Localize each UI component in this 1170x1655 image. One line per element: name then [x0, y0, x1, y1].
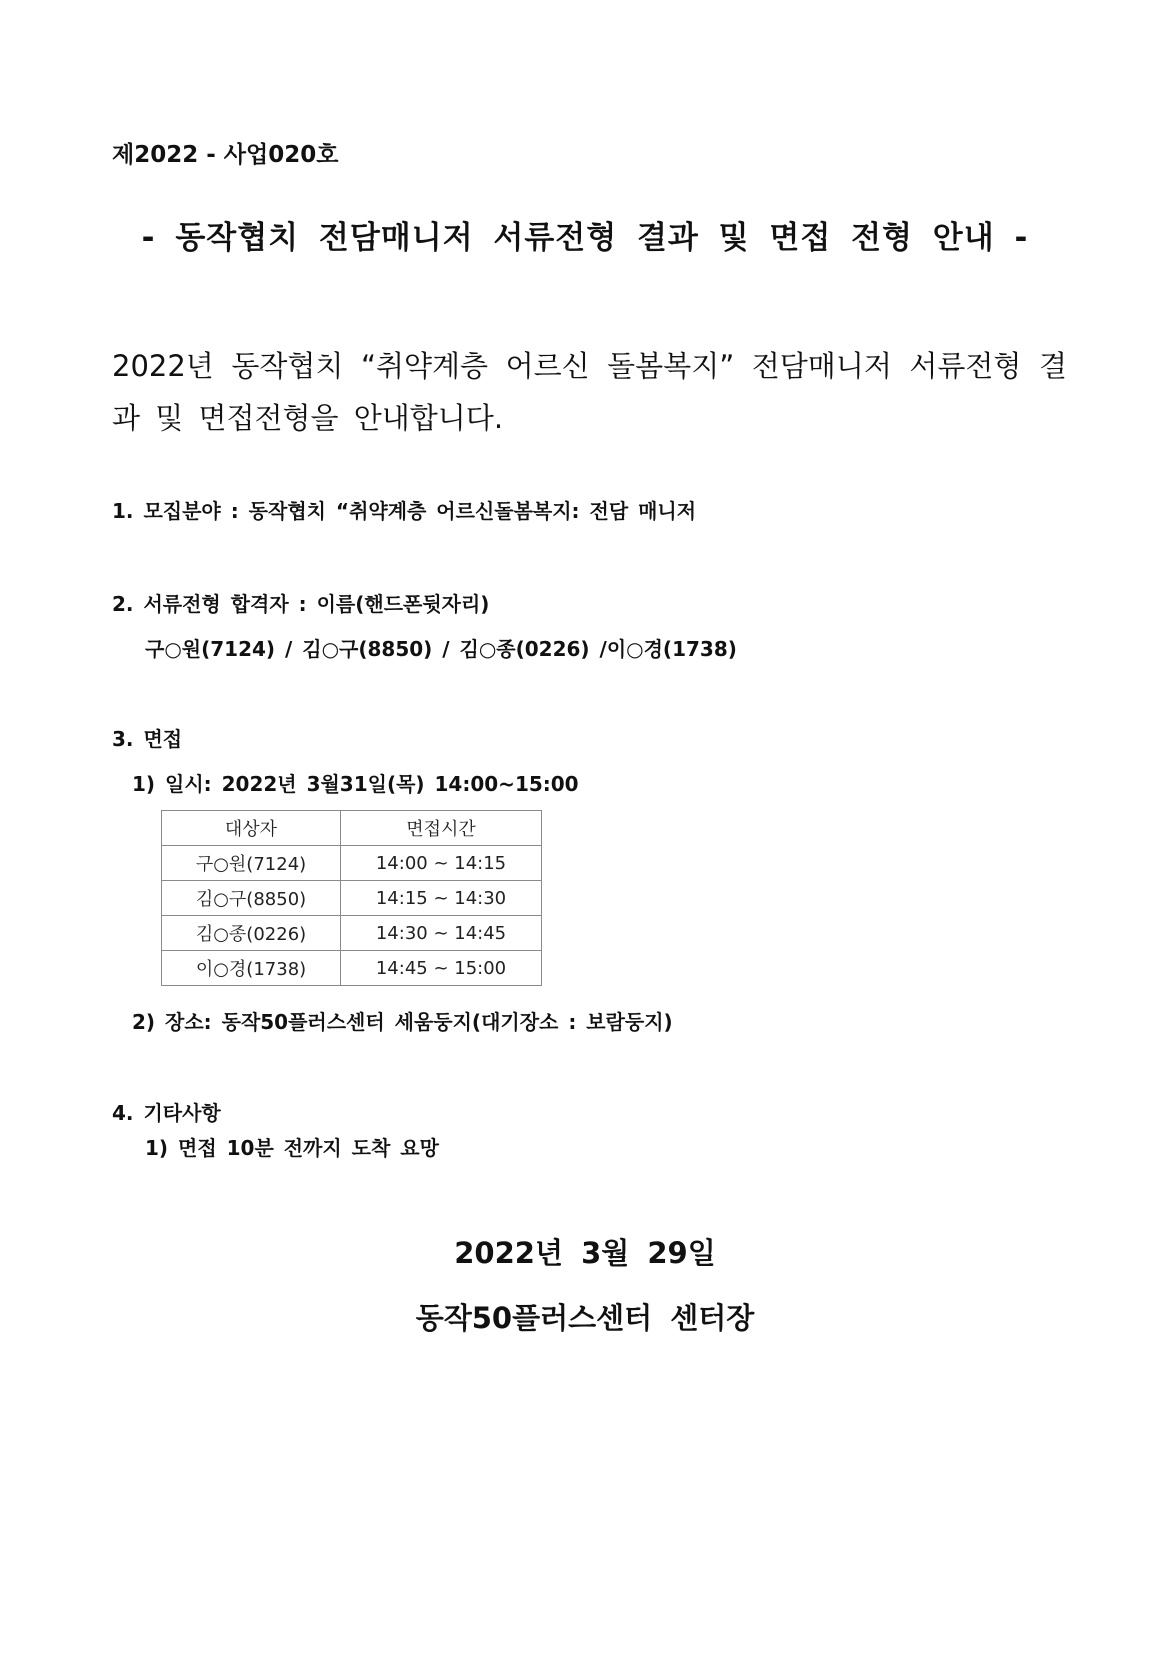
interview-schedule-table [161, 810, 542, 986]
document-title: - 동작협치 전담매니저 서류전형 결과 및 면접 전형 안내 - [141, 220, 1029, 256]
table-cell-time: 14:00 ~ 14:15 [341, 846, 542, 881]
table-header-row [162, 811, 542, 846]
passed-candidates-list: 구○원(7124) / 김○구(8850) / 김○종(0226) /이○경(1738) [145, 637, 737, 661]
table-header-candidate: 대상자 [162, 811, 341, 846]
table-row [162, 846, 542, 881]
table-row [162, 881, 542, 916]
interview-place: 2) 장소: 동작50플러스센터 세움둥지(대기장소 : 보람둥지) [132, 1010, 673, 1034]
table-row [162, 916, 542, 951]
table-header-time: 면접시간 [341, 811, 542, 846]
table-cell-time: 14:15 ~ 14:30 [341, 881, 542, 916]
table-cell-candidate: 이○경(1738) [162, 951, 341, 986]
section-passed-candidates: 2. 서류전형 합격자 : 이름(핸드폰뒷자리) [112, 592, 490, 616]
table-row [162, 951, 542, 986]
table-cell-time: 14:45 ~ 15:00 [341, 951, 542, 986]
issuer-signature: 동작50플러스센터 센터장 [415, 1301, 755, 1335]
section-interview: 3. 면접 [112, 727, 183, 751]
section-recruitment: 1. 모집분야 : 동작협치 “취약계층 어르신돌봄복지: 전담 매니저 [112, 499, 697, 523]
etc-item-arrival: 1) 면접 10분 전까지 도착 요망 [145, 1136, 439, 1160]
issue-date: 2022년 3월 29일 [454, 1236, 716, 1270]
table-cell-candidate: 김○종(0226) [162, 916, 341, 951]
intro-paragraph: 2022년 동작협치 “취약계층 어르신 돌봄복지” 전담매니저 서류전형 결과 및 면접전형을 안내합니다. [112, 349, 1067, 435]
table-cell-candidate: 구○원(7124) [162, 846, 341, 881]
document-number: 제2022 - 사업020호 [112, 142, 339, 168]
table-cell-candidate: 김○구(8850) [162, 881, 341, 916]
section-etc: 4. 기타사항 [112, 1101, 221, 1125]
table-cell-time: 14:30 ~ 14:45 [341, 916, 542, 951]
interview-datetime: 1) 일시: 2022년 3월31일(목) 14:00~15:00 [132, 772, 579, 796]
